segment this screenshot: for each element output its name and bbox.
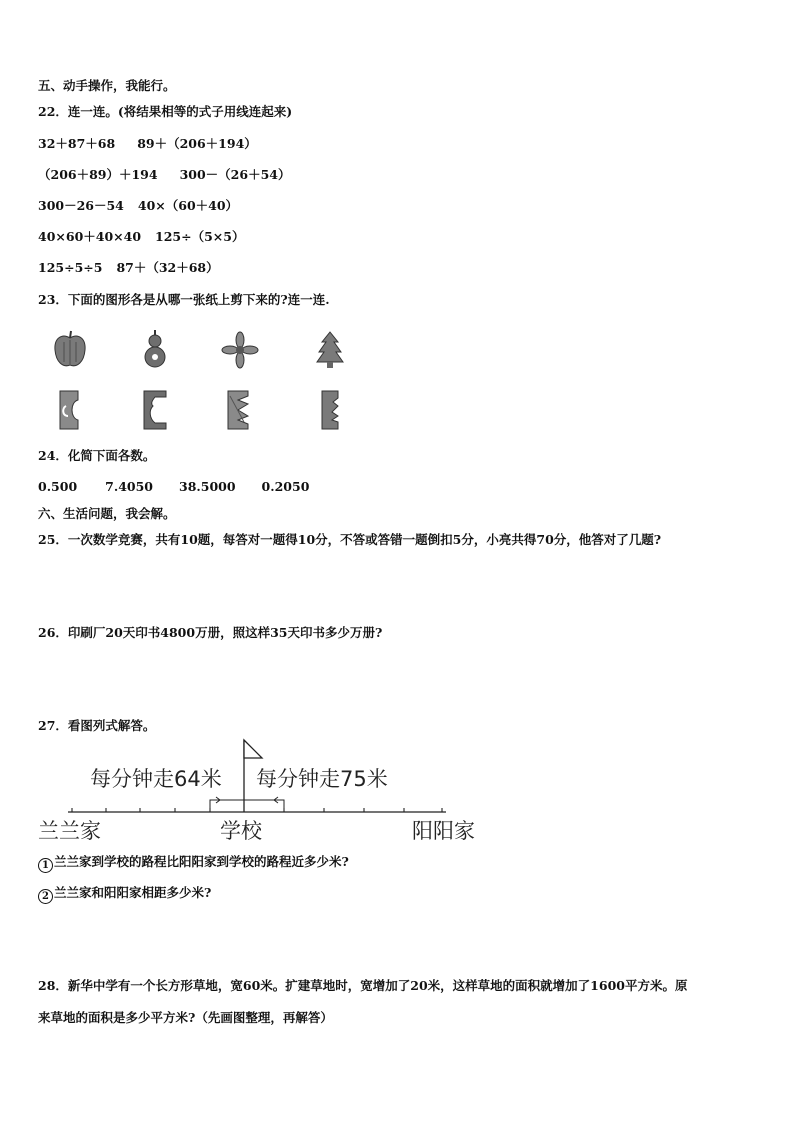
q27-sub-2	[38, 885, 211, 904]
section-6-title: 六、生活问题，我会解。	[38, 506, 176, 521]
left-speed-label: 每分钟走64米	[90, 767, 222, 791]
right-brace	[244, 800, 284, 808]
q23-cutouts-row	[40, 328, 370, 378]
q27-figure	[38, 738, 488, 848]
q28-line-1: 28．新华中学有一个长方形草地，宽60米。扩建草地时，宽增加了20米，这样草地的面积就增加了1600平方米。原	[38, 978, 688, 993]
q24-number-2: 7.4050	[105, 479, 153, 494]
q27-title: 27．看图列式解答。	[38, 718, 156, 733]
q27-sub-2-text: 兰兰家和阳阳家相距多少米?	[54, 885, 212, 900]
paper-apple-icon	[50, 388, 90, 432]
paper-tree-icon	[310, 388, 350, 432]
q22-row-3-left: 300－26－54	[38, 198, 124, 213]
q22-row-5	[38, 260, 219, 276]
gourd-icon	[135, 328, 175, 372]
apple-icon	[50, 328, 90, 372]
school-label: 学校	[220, 819, 262, 843]
q22-title: 22．连一连。(将结果相等的式子用线连起来)	[38, 104, 293, 119]
q22-row-1-left: 32＋87＋68	[38, 136, 116, 151]
q22-row-5-right: 87＋（32＋68）	[116, 260, 219, 275]
paper-flower-icon	[220, 388, 260, 432]
section-5-title: 五、动手操作，我能行。	[38, 78, 176, 93]
circled-number-2: 2	[38, 889, 53, 904]
q27-sub-1-text: 兰兰家到学校的路程比阳阳家到学校的路程近多少米?	[54, 854, 349, 869]
q23-papers-row	[40, 388, 370, 438]
q22-row-3-right: 40×（60＋40）	[137, 198, 239, 213]
q22-row-4-left: 40×60＋40×40	[38, 229, 142, 244]
q22-row-2-right: 300－（26＋54）	[179, 167, 291, 182]
q22-row-3	[38, 198, 238, 214]
tree-icon	[310, 328, 350, 372]
q23-title: 23．下面的图形各是从哪一张纸上剪下来的?连一连.	[38, 292, 330, 307]
lanlan-home-label: 兰兰家	[38, 819, 101, 843]
right-speed-label: 每分钟走75米	[256, 767, 388, 791]
left-brace	[210, 800, 244, 808]
q27-sub-1	[38, 854, 349, 873]
q22-row-1	[38, 136, 257, 152]
q26-text: 26．印刷厂20天印书4800万册，照这样35天印书多少万册?	[38, 625, 383, 640]
q24-number-3: 38.5000	[179, 479, 236, 494]
q24-title: 24．化简下面各数。	[38, 448, 156, 463]
q22-row-1-right: 89＋（206＋194）	[137, 136, 257, 151]
paper-gourd-icon	[135, 388, 175, 432]
q22-row-4-right: 125÷（5×5）	[155, 229, 245, 244]
q25-text: 25．一次数学竞赛，共有10题，每答对一题得10分，不答或答错一题倒扣5分，小亮共得70分，他答对了几题?	[38, 532, 662, 547]
q24-number-1: 0.500	[38, 479, 78, 494]
q28-line-2: 来草地的面积是多少平方米?（先画图整理，再解答）	[38, 1010, 333, 1025]
q22-row-2	[38, 167, 290, 183]
circled-number-1: 1	[38, 858, 53, 873]
q24-number-4: 0.2050	[261, 479, 310, 494]
flag-icon	[244, 740, 262, 758]
q22-row-5-left: 125÷5÷5	[38, 260, 103, 275]
q24-numbers	[38, 479, 309, 495]
q22-row-2-left: （206＋89）＋194	[38, 167, 158, 182]
q22-row-4	[38, 229, 244, 245]
yangyang-home-label: 阳阳家	[412, 819, 475, 843]
flower-icon	[220, 328, 260, 372]
